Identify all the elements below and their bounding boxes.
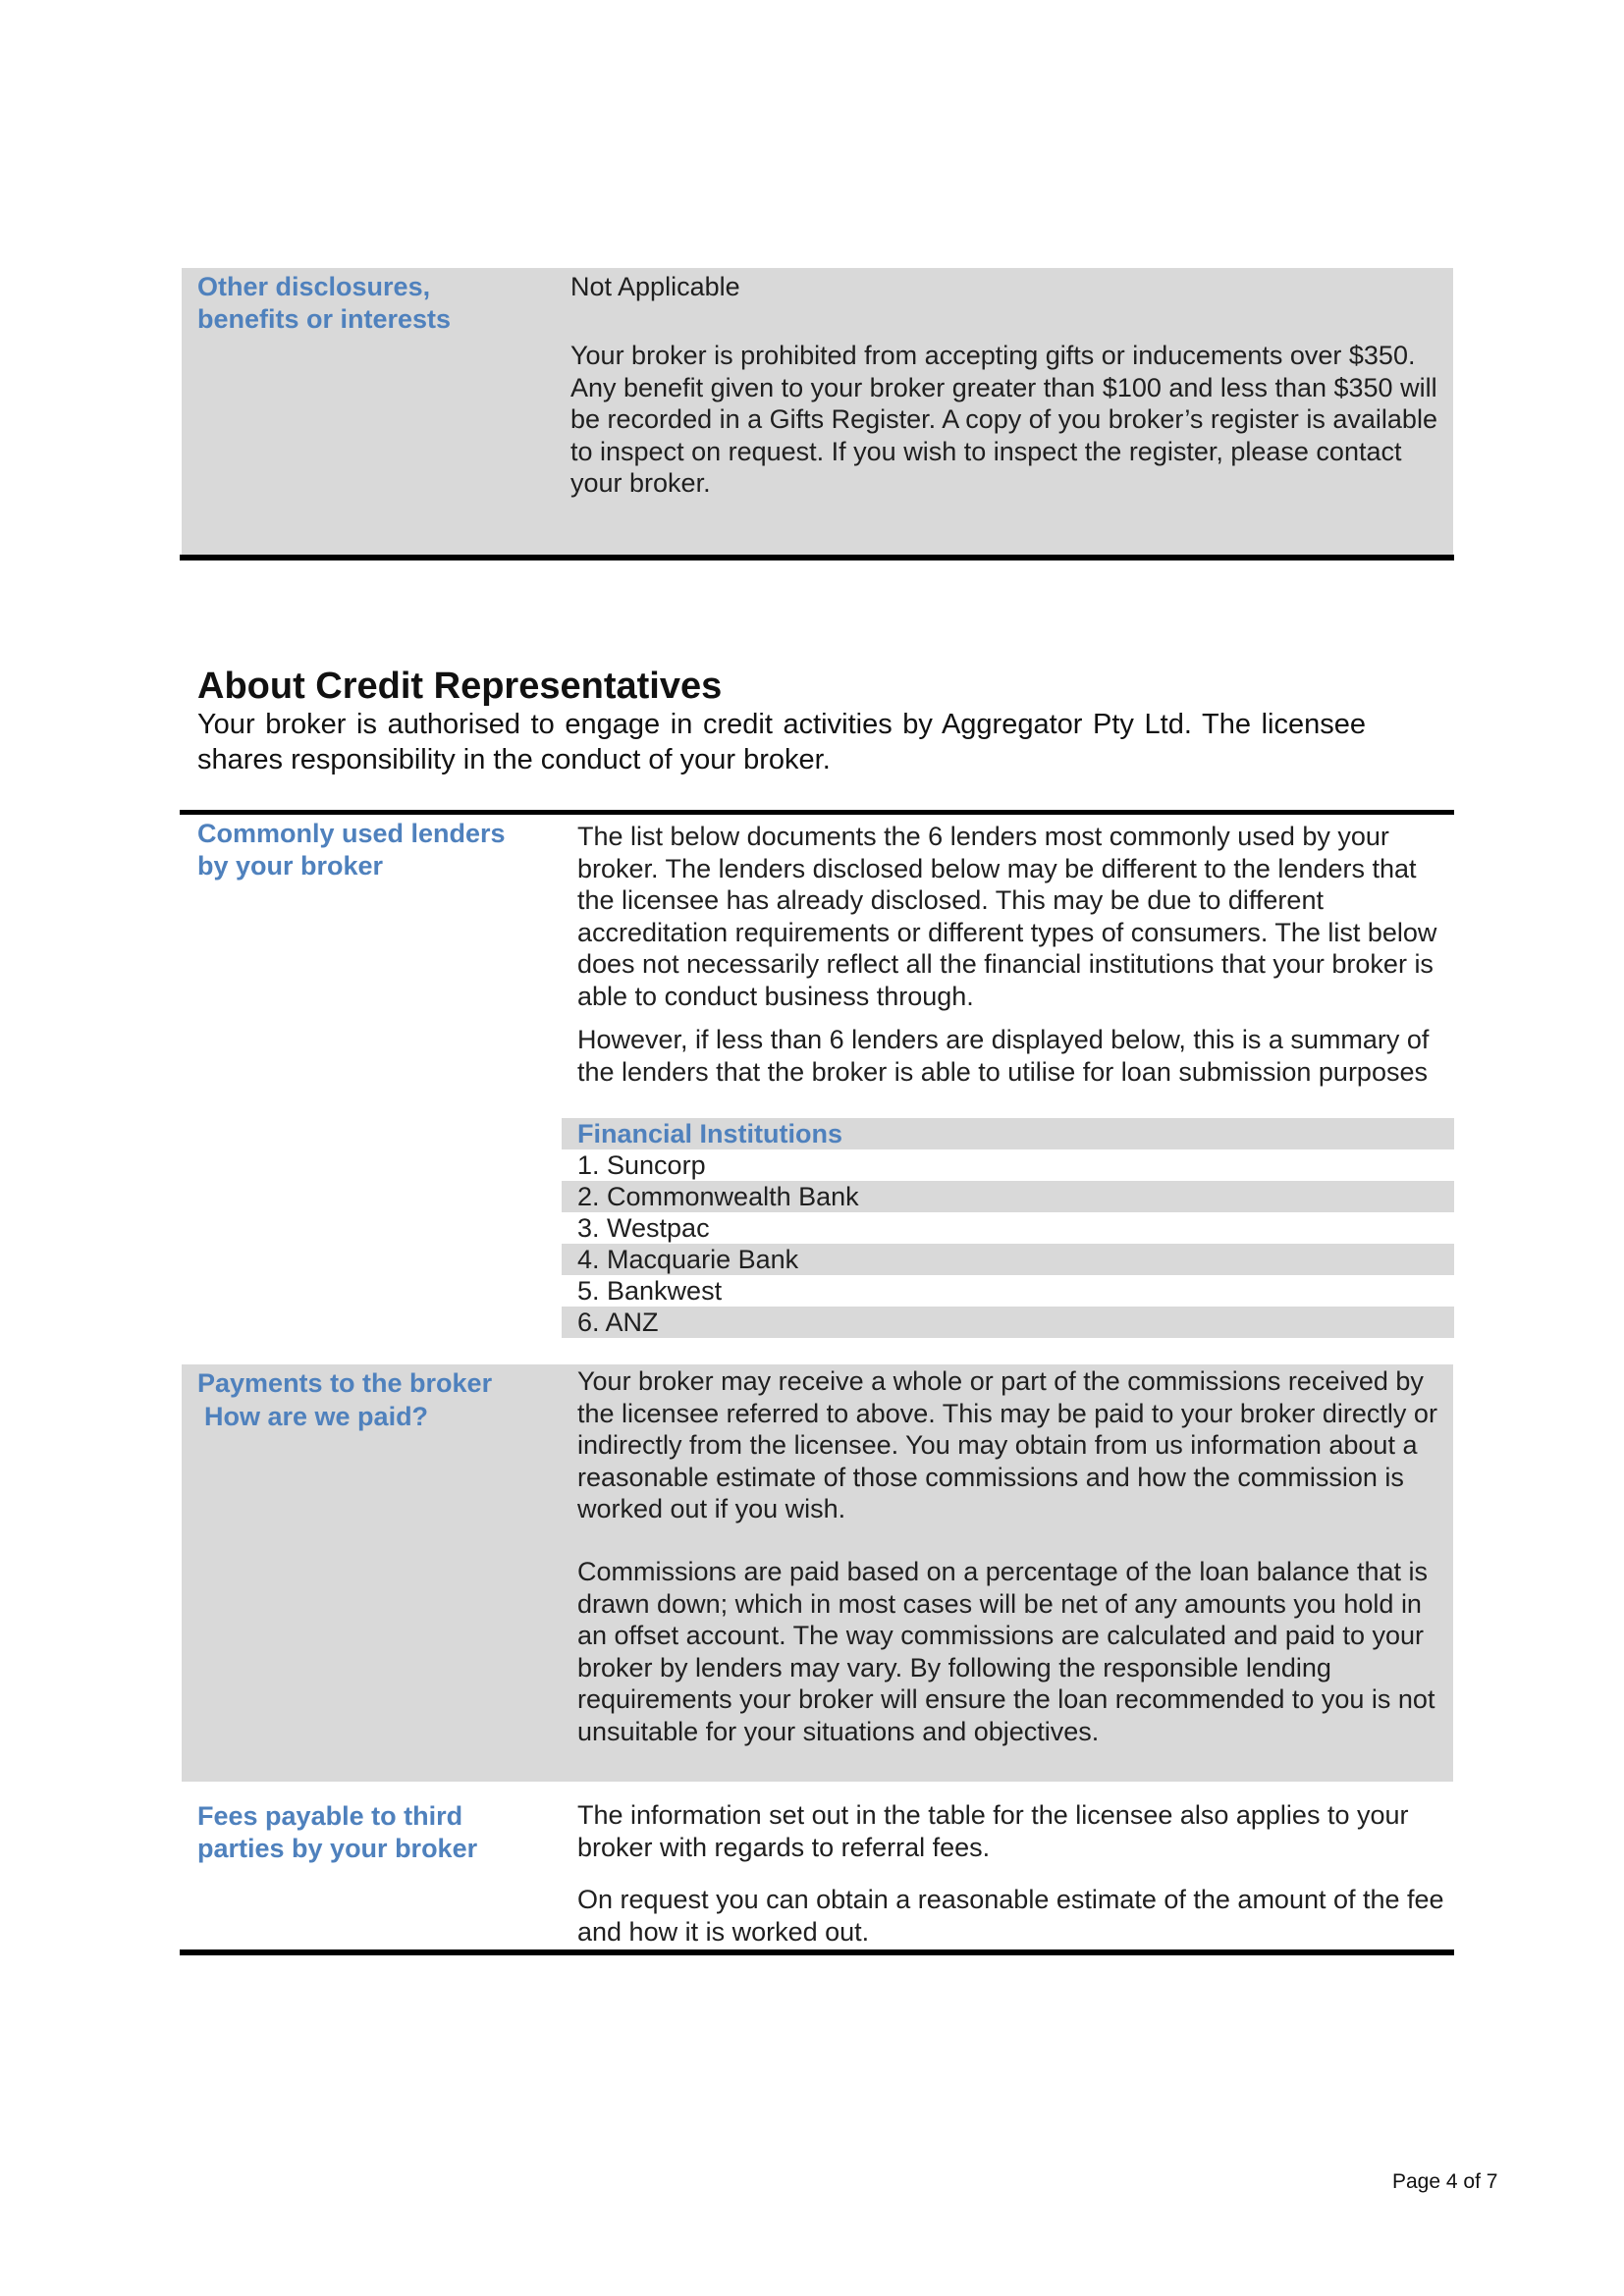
lenders-label: Commonly used lenders by your broker — [197, 819, 506, 881]
lenders-paragraph: The list below documents the 6 lenders most commonly used by your broker. The lenders disclosed below may be different to the lenders that the licensee has already disclosed. This may be due to different accreditation requirements or different types of consumers. The list below does not necessarily reflect all the financial institutions that your broker is able to conduct business through. — [577, 822, 1437, 1011]
lender-row — [562, 1244, 1454, 1275]
lender-row — [562, 1149, 1454, 1181]
lender-name: 3. Westpac — [577, 1213, 710, 1243]
lender-name: 2. Commonwealth Bank — [577, 1182, 859, 1211]
lender-name: 6. ANZ — [577, 1308, 659, 1337]
section-divider — [180, 810, 1454, 815]
not-applicable-text: Not Applicable — [570, 272, 740, 301]
lender-row — [562, 1307, 1454, 1338]
lender-row — [562, 1181, 1454, 1212]
payments-label: Payments to the broker — [197, 1368, 493, 1398]
fees-paragraph: The information set out in the table for the licensee also applies to your broker with regards to referral fees. — [577, 1800, 1409, 1862]
section-intro: Your broker is authorised to engage in credit activities by Aggregator Pty Ltd. The licensee shares responsibility in the conduct of your broker. — [197, 709, 1366, 775]
section-divider — [180, 1949, 1454, 1955]
payments-paragraph: Your broker may receive a whole or part of the commissions received by the licensee referred to above. This may be paid to your broker directly or indirectly from the licensee. You may obtain from us information about a reasonable estimate of those commissions and how the commission is worked out if you wish. — [577, 1366, 1437, 1523]
lender-row — [562, 1212, 1454, 1244]
gifts-register-paragraph: Your broker is prohibited from accepting gifts or inducements over $350. Any benefit given to your broker greater than $100 and less than $350 will be recorded in a Gifts Register. A copy of you broker’s register is available to inspect on request. If you wish to inspect the register, please contact your broker. — [570, 341, 1437, 498]
section-heading: About Credit Representatives — [197, 666, 723, 707]
other-disclosures-label: Other disclosures, benefits or interests — [197, 272, 452, 334]
fees-estimate-paragraph: On request you can obtain a reasonable estimate of the amount of the fee and how it is worked out. — [577, 1885, 1444, 1947]
fees-label: Fees payable to third parties by your broker — [197, 1801, 478, 1863]
lender-name: 5. Bankwest — [577, 1276, 723, 1306]
commissions-paragraph: Commissions are paid based on a percentage of the loan balance that is drawn down; which in most cases will be net of any amounts you hold in an offset account. The way commissions are calculated and paid to your broker by lenders may vary. By following the responsible lending requirements your broker will ensure the loan recommended to you is not unsuitable for your situations and objectives. — [577, 1557, 1435, 1746]
section-divider — [180, 555, 1454, 561]
payments-sublabel: How are we paid? — [204, 1402, 429, 1431]
lender-name: 1. Suncorp — [577, 1150, 706, 1180]
lender-row — [562, 1275, 1454, 1307]
lenders-table-header — [562, 1118, 1454, 1149]
lender-name: 4. Macquarie Bank — [577, 1245, 799, 1274]
lenders-summary-paragraph: However, if less than 6 lenders are displayed below, this is a summary of the lenders that the broker is able to utilise for loan submission purposes — [577, 1025, 1430, 1087]
lenders-table-header-label: Financial Institutions — [577, 1119, 843, 1148]
page-number: Page 4 of 7 — [1392, 2170, 1498, 2193]
